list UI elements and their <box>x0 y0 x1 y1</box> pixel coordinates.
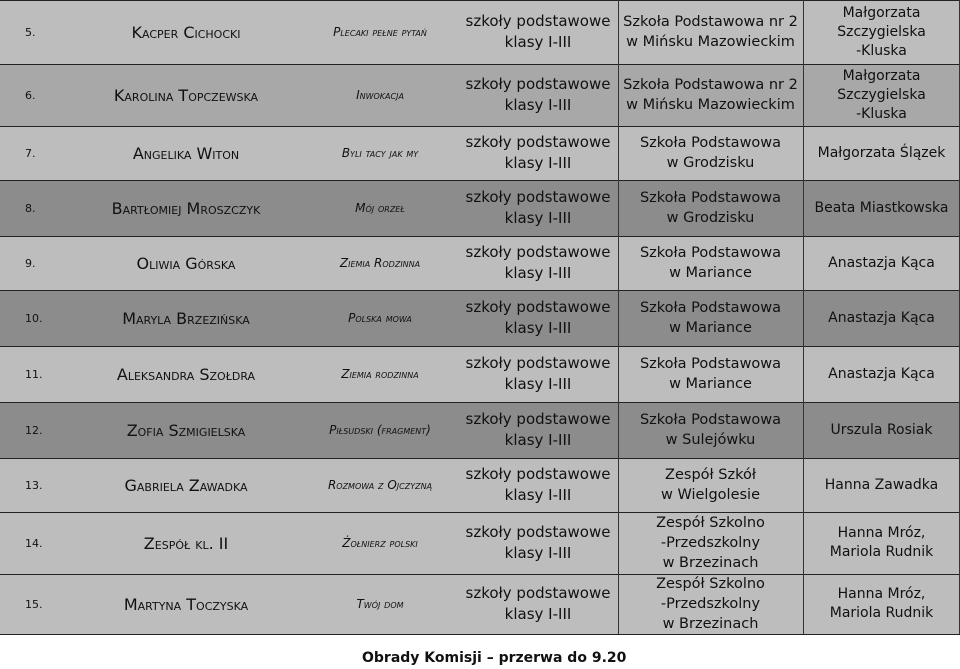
footer-note: Obrady Komisji – przerwa do 9.20 <box>362 650 627 666</box>
table-row <box>0 458 960 512</box>
participant-name: Karolina Topczewska <box>113 85 259 105</box>
teacher: Hanna Zawadka <box>824 476 939 493</box>
school: Szkoła Podstawowa w Mariance <box>639 245 782 281</box>
teacher: Małgorzata Ślązek <box>817 144 946 161</box>
table-row <box>0 346 960 402</box>
category: szkoły podstawowe klasy I-III <box>465 75 611 114</box>
column-divider <box>803 0 804 634</box>
school: Zespół Szkolno -Przedszkolny w Brzezinach <box>656 576 765 632</box>
school: Zespół Szkół w Wielgolesie <box>661 467 760 503</box>
row-number: 11. <box>25 367 43 381</box>
teacher: Urszula Rosiak <box>830 421 933 438</box>
row-divider <box>0 0 960 1</box>
row-number: 14. <box>25 536 43 550</box>
school: Szkoła Podstawowa w Mariance <box>639 356 782 392</box>
table-row <box>0 126 960 180</box>
row-number: 10. <box>25 311 43 325</box>
participant-name: Martyna Toczyska <box>123 594 249 614</box>
row-divider <box>0 574 960 575</box>
row-number: 5. <box>25 25 36 39</box>
table-row <box>0 0 960 64</box>
category: szkoły podstawowe klasy I-III <box>465 133 611 172</box>
poem-title: Ziemia Rodzinna <box>339 256 421 270</box>
school: Szkoła Podstawowa nr 2 w Mińsku Mazowieckim <box>623 77 798 113</box>
row-divider <box>0 180 960 181</box>
row-divider <box>0 458 960 459</box>
teacher: Anastazja Kąca <box>828 309 935 326</box>
poem-title: Byli tacy jak my <box>341 146 419 160</box>
row-divider <box>0 634 960 635</box>
category: szkoły podstawowe klasy I-III <box>465 298 611 337</box>
category: szkoły podstawowe klasy I-III <box>465 243 611 282</box>
teacher: Małgorzata Szczygielska -Kluska <box>837 4 926 59</box>
participant-name: Bartłomiej Mroszczyk <box>111 198 261 218</box>
participant-name: Oliwia Górska <box>136 253 236 273</box>
school: Szkoła Podstawowa nr 2 w Mińsku Mazowieckim <box>623 14 798 50</box>
teacher: Hanna Mróz, Mariola Rudnik <box>829 586 934 621</box>
row-divider <box>0 236 960 237</box>
participant-name: Maryla Brzezińska <box>122 308 250 328</box>
row-divider <box>0 402 960 403</box>
participant-name: Kacper Cichocki <box>131 22 241 42</box>
school: Szkoła Podstawowa w Grodzisku <box>639 135 782 171</box>
row-number: 13. <box>25 478 43 492</box>
school: Szkoła Podstawowa w Sulejówku <box>639 412 782 448</box>
poem-title: Mój orzeł <box>355 201 405 215</box>
row-divider <box>0 512 960 513</box>
table-row <box>0 236 960 290</box>
table-row <box>0 180 960 236</box>
poem-title: Twój dom <box>356 597 404 611</box>
poem-title: Polska mowa <box>348 311 412 325</box>
poem-title: Żołnierz polski <box>342 536 418 550</box>
category: szkoły podstawowe klasy I-III <box>465 12 611 51</box>
participant-name: Gabriela Zawadka <box>124 475 248 495</box>
row-number: 15. <box>25 597 43 611</box>
participant-name: Aleksandra Szołdra <box>116 364 256 384</box>
table-row <box>0 64 960 126</box>
category: szkoły podstawowe klasy I-III <box>465 188 611 227</box>
school: Zespół Szkolno -Przedszkolny w Brzezinach <box>656 515 765 571</box>
category: szkoły podstawowe klasy I-III <box>465 354 611 393</box>
school: Szkoła Podstawowa w Mariance <box>639 300 782 336</box>
row-number: 7. <box>25 146 36 160</box>
poem-title: Plecaki pełne pytań <box>333 25 427 39</box>
poem-title: Piłsudski (fragment) <box>329 423 431 437</box>
participant-name: Angelika Witon <box>132 143 240 163</box>
row-number: 6. <box>25 88 36 102</box>
row-number: 9. <box>25 256 36 270</box>
row-number: 12. <box>25 423 43 437</box>
row-divider <box>0 346 960 347</box>
school: Szkoła Podstawowa w Grodzisku <box>639 190 782 226</box>
teacher: Małgorzata Szczygielska -Kluska <box>837 67 926 122</box>
row-divider <box>0 64 960 65</box>
category: szkoły podstawowe klasy I-III <box>465 523 611 562</box>
participant-name: Zofia Szmigielska <box>126 420 246 440</box>
table-row <box>0 402 960 458</box>
category: szkoły podstawowe klasy I-III <box>465 584 611 623</box>
row-number: 8. <box>25 201 36 215</box>
table-row <box>0 574 960 634</box>
poem-title: Inwokacja <box>356 88 404 102</box>
teacher: Anastazja Kąca <box>828 254 935 271</box>
category: szkoły podstawowe klasy I-III <box>465 465 611 504</box>
row-divider <box>0 290 960 291</box>
table-row <box>0 512 960 574</box>
table-row <box>0 290 960 346</box>
poem-title: Rozmowa z Ojczyzną <box>327 478 433 492</box>
column-divider <box>618 0 619 634</box>
teacher: Beata Miastkowska <box>814 199 949 216</box>
teacher: Anastazja Kąca <box>828 365 935 382</box>
poem-title: Ziemia rodzinna <box>341 367 419 381</box>
category: szkoły podstawowe klasy I-III <box>465 410 611 449</box>
row-divider <box>0 126 960 127</box>
teacher: Hanna Mróz, Mariola Rudnik <box>829 525 934 560</box>
participant-name: Zespół kl. II <box>143 533 229 553</box>
